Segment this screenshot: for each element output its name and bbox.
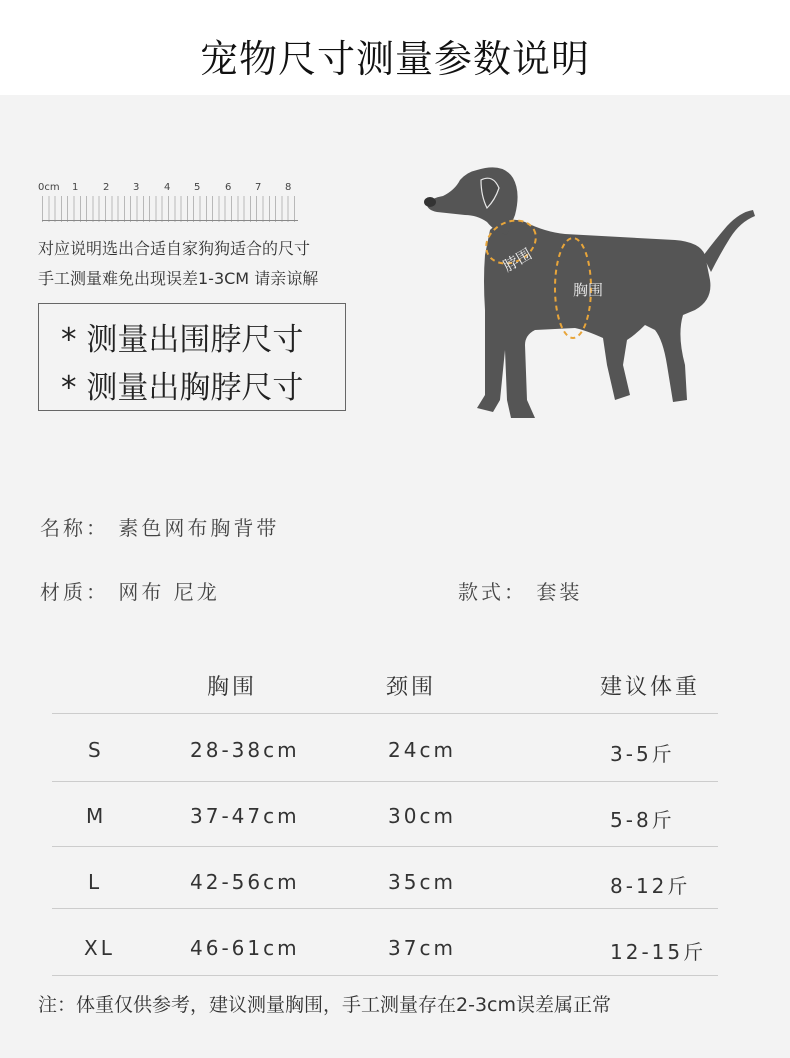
header-neck: 颈围 (386, 675, 437, 700)
ruler-label: 7 (255, 182, 262, 193)
neck-cell: 30cm (388, 804, 456, 828)
ruler (38, 182, 308, 227)
ruler-baseline (42, 220, 298, 221)
ruler-label: 5 (194, 182, 201, 193)
neck-cell: 35cm (388, 870, 456, 894)
size-cell: L (88, 870, 103, 894)
ruler-ticks (42, 196, 298, 222)
weight-cell: 5-8斤 (610, 808, 675, 832)
neck-cell: 24cm (388, 738, 456, 762)
product-style: 款式： 套装 (458, 580, 583, 604)
ruler-label: 6 (225, 182, 232, 193)
tip-line: 对应说明选出合适自家狗狗适合的尺寸 (38, 239, 311, 258)
page-title: 宠物尺寸测量参数说明 (199, 37, 590, 81)
product-material: 材质： 网布 尼龙 (40, 580, 220, 604)
ruler-label: 1 (72, 182, 79, 193)
chest-cell: 37-47cm (190, 804, 300, 828)
weight-cell: 8-12斤 (610, 874, 691, 898)
table-rule (52, 908, 718, 909)
table-rule (52, 846, 718, 847)
header-chest: 胸围 (207, 675, 258, 700)
tip-line: 手工测量难免出现误差1-3CM 请亲谅解 (38, 269, 319, 288)
dog-illustration (415, 160, 760, 425)
table-rule (52, 781, 718, 782)
box-line-neck: * 测量出围脖尺寸 (61, 322, 304, 358)
size-cell: XL (84, 936, 115, 960)
chest-label: 胸围 (573, 281, 604, 299)
chest-cell: 42-56cm (190, 870, 300, 894)
size-cell: M (86, 804, 107, 828)
weight-cell: 3-5斤 (610, 742, 675, 766)
weight-cell: 12-15斤 (610, 940, 707, 964)
ruler-label: 0cm (38, 182, 60, 193)
table-rule (52, 975, 718, 976)
ruler-label: 4 (164, 182, 171, 193)
ruler-label: 3 (133, 182, 140, 193)
box-line-chest: * 测量出胸脖尺寸 (61, 370, 304, 406)
ruler-label: 2 (103, 182, 110, 193)
size-cell: S (88, 738, 104, 762)
product-name: 名称： 素色网布胸背带 (40, 516, 280, 540)
chest-cell: 46-61cm (190, 936, 300, 960)
footnote: 注：体重仅供参考，建议测量胸围，手工测量存在2-3cm误差属正常 (38, 994, 611, 1016)
ruler-label: 8 (285, 182, 292, 193)
header-weight: 建议体重 (600, 675, 701, 700)
table-rule (52, 713, 718, 714)
neck-cell: 37cm (388, 936, 456, 960)
chest-cell: 28-38cm (190, 738, 300, 762)
neck-label: 脖围 (500, 244, 535, 276)
measure-box (38, 303, 346, 411)
